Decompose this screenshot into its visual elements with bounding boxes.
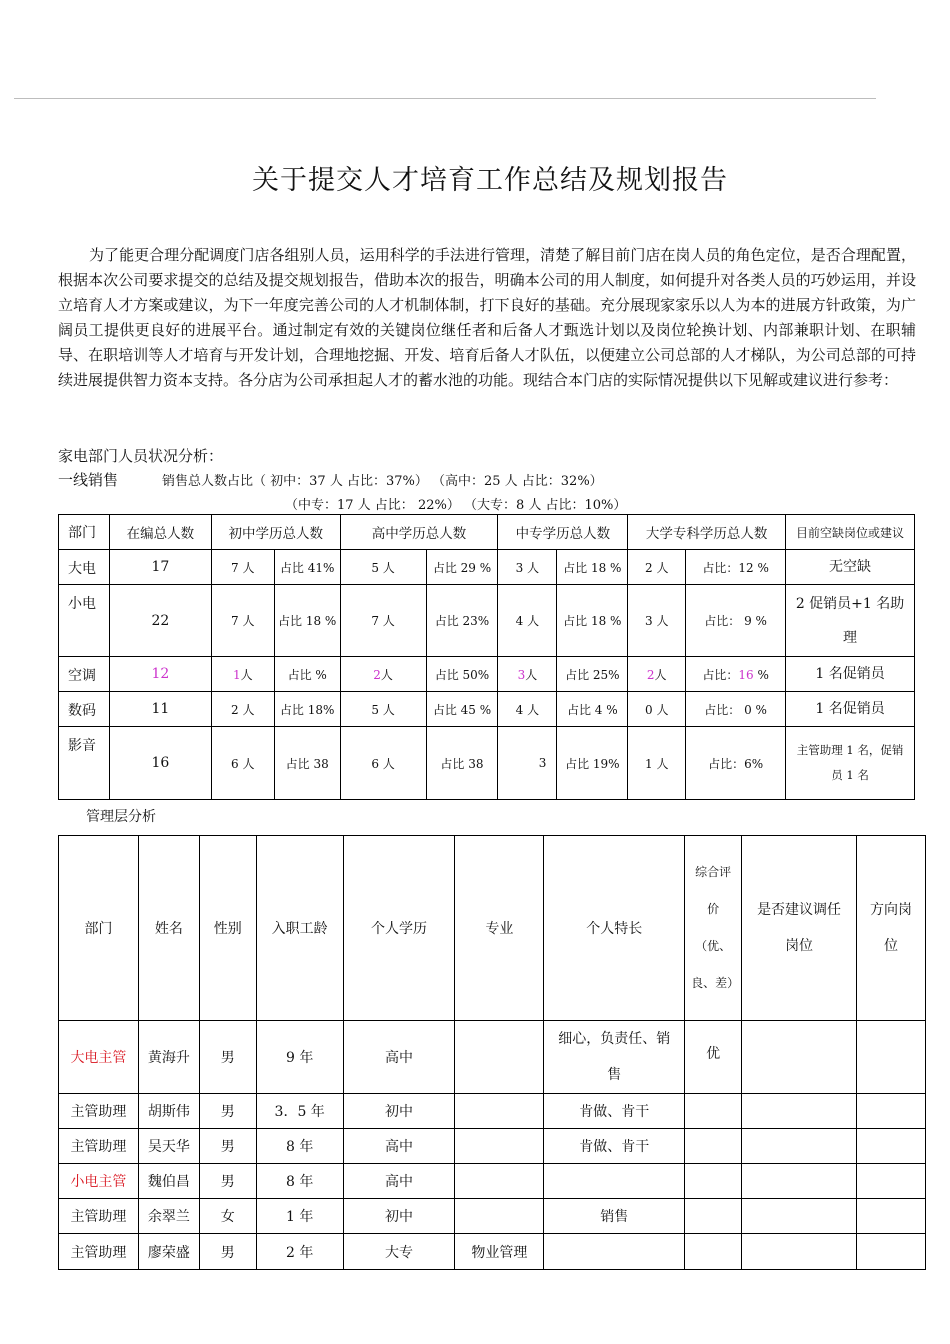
name-cell: 胡斯伟 [138, 1094, 199, 1129]
vocational-count: 3 人 [498, 550, 557, 585]
vocational-count-value: 3 [517, 667, 526, 682]
junior-count: 7 人 [211, 550, 274, 585]
sales-stats-1: 销售总人数占比（ 初中：37 人 占比：37%） （高中：25 人 占比：32%） [162, 474, 603, 489]
col-header-dept: 部门 [59, 515, 110, 550]
junior-count-value: 1 [232, 667, 241, 682]
intro-paragraph: 为了能更合理分配调度门店各组别人员，运用科学的手法进行管理，清楚了解目前门店在岗人员的角色定位，是否合理配置，根据本次公司要求提交的总结及提交规划报告，借助本次的报告，明确本公司的用人制度，如何提升对各类人员的巧妙运用，并设立培育人才方案或建议，为下一年度完善公司的人才机制体制，打下良好的基础。充分展现家家乐以人为本的进展方针政策，为广阔员工提供更良好的进展平台。通过制定有效的关键岗位继任者和后备人才甄选计划以及岗位轮换计划、内部兼职计划、在职辅导、在职培训等人才培育与开发计划，合理地挖掘、开发、培育后备人才队伍，以便建立公司总部的人才梯队，为公司总部的可持续进展提供智力资本支持。各分店为公司承担起人才的蓄水池的功能。现结合本门店的实际情况提供以下见解或建议进行参考： [58, 246, 916, 389]
senior-count-value: 2 [373, 667, 381, 682]
section-heading-management: 管理层分析 [86, 809, 156, 825]
gender-cell: 男 [199, 1129, 256, 1164]
dept-cell: 数码 [59, 692, 110, 727]
major-cell [455, 1021, 544, 1094]
college-count [628, 657, 686, 692]
junior-pct: 占比 38 [274, 727, 340, 800]
rating-cell [685, 1234, 742, 1270]
col-header-tenure: 入职工龄 [256, 836, 343, 1021]
sales-label: 一线销售 [58, 471, 119, 489]
management-table [58, 835, 926, 1270]
tenure-cell: 2 年 [256, 1234, 343, 1270]
dept-cell: 影音 [59, 727, 110, 800]
pct-prefix: 占比： [702, 667, 739, 682]
strengths-cell [544, 1234, 685, 1270]
table-header-row [59, 515, 915, 550]
rating-cell [685, 1199, 742, 1234]
col-header-junior: 初中学历总人数 [211, 515, 340, 550]
senior-pct: 占比 50% [426, 657, 498, 692]
vocational-pct: 占比 19% [557, 727, 628, 800]
section-heading-appliance: 家电部门人员状况分析： [58, 447, 224, 465]
education-cell: 初中 [343, 1094, 455, 1129]
education-cell: 高中 [343, 1164, 455, 1199]
education-cell: 高中 [343, 1021, 455, 1094]
transfer-cell [742, 1129, 857, 1164]
gender-cell: 男 [199, 1021, 256, 1094]
college-pct: 占比： 0 % [686, 692, 786, 727]
education-cell: 初中 [343, 1199, 455, 1234]
vocational-pct: 占比 18 % [557, 550, 628, 585]
vocational-count: 4 人 [498, 692, 557, 727]
unit-label: 人 [654, 667, 667, 682]
junior-count: 7 人 [211, 585, 274, 657]
col-header-direction: 方向岗位 [857, 836, 926, 1021]
strengths-cell: 肯做、肯干 [544, 1129, 685, 1164]
transfer-cell [742, 1164, 857, 1199]
transfer-cell [742, 1021, 857, 1094]
name-cell: 余翠兰 [138, 1199, 199, 1234]
table-header-row [59, 836, 926, 1021]
college-pct-value: 16 [738, 667, 754, 682]
dept-cell: 主管助理 [59, 1094, 139, 1129]
junior-count: 2 人 [211, 692, 274, 727]
vocational-pct: 占比 25% [557, 657, 628, 692]
name-cell: 吴天华 [138, 1129, 199, 1164]
rating-cell [685, 1164, 742, 1199]
major-cell [455, 1094, 544, 1129]
transfer-cell [742, 1094, 857, 1129]
col-header-education: 个人学历 [343, 836, 455, 1021]
col-header-senior: 高中学历总人数 [340, 515, 498, 550]
col-header-major: 专业 [455, 836, 544, 1021]
top-rule [14, 98, 876, 99]
senior-pct: 占比 29 % [426, 550, 498, 585]
senior-count: 7 人 [340, 585, 426, 657]
education-cell: 大专 [343, 1234, 455, 1270]
table-row [59, 550, 915, 585]
sales-summary-line [58, 469, 603, 490]
table-row [59, 1199, 926, 1234]
tenure-cell: 3．5 年 [256, 1094, 343, 1129]
vocational-pct: 占比 4 % [557, 692, 628, 727]
col-header-rating: 综合评价（优、良、差） [685, 836, 742, 1021]
rating-cell [685, 1129, 742, 1164]
college-count-value: 2 [646, 667, 655, 682]
strengths-cell: 肯做、肯干 [544, 1094, 685, 1129]
college-pct: 占比：12 % [686, 550, 786, 585]
col-header-vacancy: 目前空缺岗位或建议 [786, 515, 915, 550]
table-row [59, 692, 915, 727]
education-cell: 高中 [343, 1129, 455, 1164]
junior-count: 6 人 [211, 727, 274, 800]
col-header-transfer: 是否建议调任岗位 [742, 836, 857, 1021]
college-pct: 占比：6% [686, 727, 786, 800]
college-count: 2 人 [628, 550, 686, 585]
vacancy-note: 1 名促销员 [786, 657, 915, 692]
major-cell [455, 1164, 544, 1199]
senior-count: 5 人 [340, 550, 426, 585]
total-cell: 11 [109, 692, 211, 727]
dept-cell: 主管助理 [59, 1129, 139, 1164]
transfer-cell [742, 1234, 857, 1270]
table-row [59, 1164, 926, 1199]
major-cell [455, 1129, 544, 1164]
pct-suffix: % [753, 667, 769, 682]
col-header-gender: 性别 [199, 836, 256, 1021]
unit-label: 人 [380, 667, 393, 682]
vocational-count: 4 人 [498, 585, 557, 657]
college-count: 3 人 [628, 585, 686, 657]
senior-count [340, 657, 426, 692]
dept-cell: 小电主管 [59, 1164, 139, 1199]
col-header-total: 在编总人数 [109, 515, 211, 550]
rating-cell [685, 1094, 742, 1129]
vacancy-note: 主管助理 1 名，促销员 1 名 [786, 727, 915, 800]
direction-cell [857, 1094, 926, 1129]
junior-pct: 占比 % [274, 657, 340, 692]
college-count: 0 人 [628, 692, 686, 727]
col-header-vocational: 中专学历总人数 [498, 515, 628, 550]
table-row [59, 585, 915, 657]
sales-stats-2: （中专：17 人 占比： 22%） （大专：8 人 占比：10%） [285, 498, 627, 513]
vacancy-note: 2 促销员+1 名助理 [786, 585, 915, 657]
col-header-college: 大学专科学历总人数 [628, 515, 786, 550]
col-header-strengths: 个人特长 [544, 836, 685, 1021]
unit-label: 人 [240, 667, 253, 682]
table-row [59, 1021, 926, 1094]
senior-pct: 占比 38 [426, 727, 498, 800]
tenure-cell: 8 年 [256, 1164, 343, 1199]
junior-pct: 占比 41% [274, 550, 340, 585]
total-cell: 17 [109, 550, 211, 585]
vocational-pct: 占比 18 % [557, 585, 628, 657]
total-cell: 16 [109, 727, 211, 800]
strengths-cell [544, 1164, 685, 1199]
name-cell: 廖荣盛 [138, 1234, 199, 1270]
direction-cell [857, 1199, 926, 1234]
name-cell: 魏伯昌 [138, 1164, 199, 1199]
major-cell: 物业管理 [455, 1234, 544, 1270]
rating-cell: 优 [685, 1021, 742, 1094]
unit-label: 人 [525, 667, 538, 682]
junior-pct: 占比 18 % [274, 585, 340, 657]
gender-cell: 女 [199, 1199, 256, 1234]
vacancy-note: 1 名促销员 [786, 692, 915, 727]
table-row [59, 1129, 926, 1164]
direction-cell [857, 1164, 926, 1199]
vocational-count: 3 [498, 727, 557, 800]
direction-cell [857, 1234, 926, 1270]
table-row [59, 657, 915, 692]
junior-count [211, 657, 274, 692]
strengths-cell: 销售 [544, 1199, 685, 1234]
document-title: 关于提交人才培育工作总结及规划报告 [252, 165, 728, 196]
gender-cell: 男 [199, 1234, 256, 1270]
dept-cell: 空调 [59, 657, 110, 692]
table-row [59, 727, 915, 800]
strengths-cell: 细心，负责任、销售 [544, 1021, 685, 1094]
direction-cell [857, 1021, 926, 1094]
college-pct: 占比： 9 % [686, 585, 786, 657]
dept-cell: 大电主管 [59, 1021, 139, 1094]
college-pct [686, 657, 786, 692]
dept-cell: 大电 [59, 550, 110, 585]
college-count: 1 人 [628, 727, 686, 800]
gender-cell: 男 [199, 1164, 256, 1199]
col-header-name: 姓名 [138, 836, 199, 1021]
dept-cell: 小电 [59, 585, 110, 657]
vacancy-note: 无空缺 [786, 550, 915, 585]
tenure-cell: 9 年 [256, 1021, 343, 1094]
name-cell: 黄海升 [138, 1021, 199, 1094]
major-cell [455, 1199, 544, 1234]
dept-cell: 主管助理 [59, 1234, 139, 1270]
gender-cell: 男 [199, 1094, 256, 1129]
tenure-cell: 8 年 [256, 1129, 343, 1164]
senior-pct: 占比 45 % [426, 692, 498, 727]
transfer-cell [742, 1199, 857, 1234]
junior-pct: 占比 18% [274, 692, 340, 727]
senior-pct: 占比 23% [426, 585, 498, 657]
col-header-dept: 部门 [59, 836, 139, 1021]
table-row [59, 1234, 926, 1270]
total-cell: 22 [109, 585, 211, 657]
staff-education-table [58, 514, 915, 800]
direction-cell [857, 1129, 926, 1164]
dept-cell: 主管助理 [59, 1199, 139, 1234]
vocational-count [498, 657, 557, 692]
total-cell: 12 [109, 657, 211, 692]
table-row [59, 1094, 926, 1129]
tenure-cell: 1 年 [256, 1199, 343, 1234]
senior-count: 6 人 [340, 727, 426, 800]
senior-count: 5 人 [340, 692, 426, 727]
